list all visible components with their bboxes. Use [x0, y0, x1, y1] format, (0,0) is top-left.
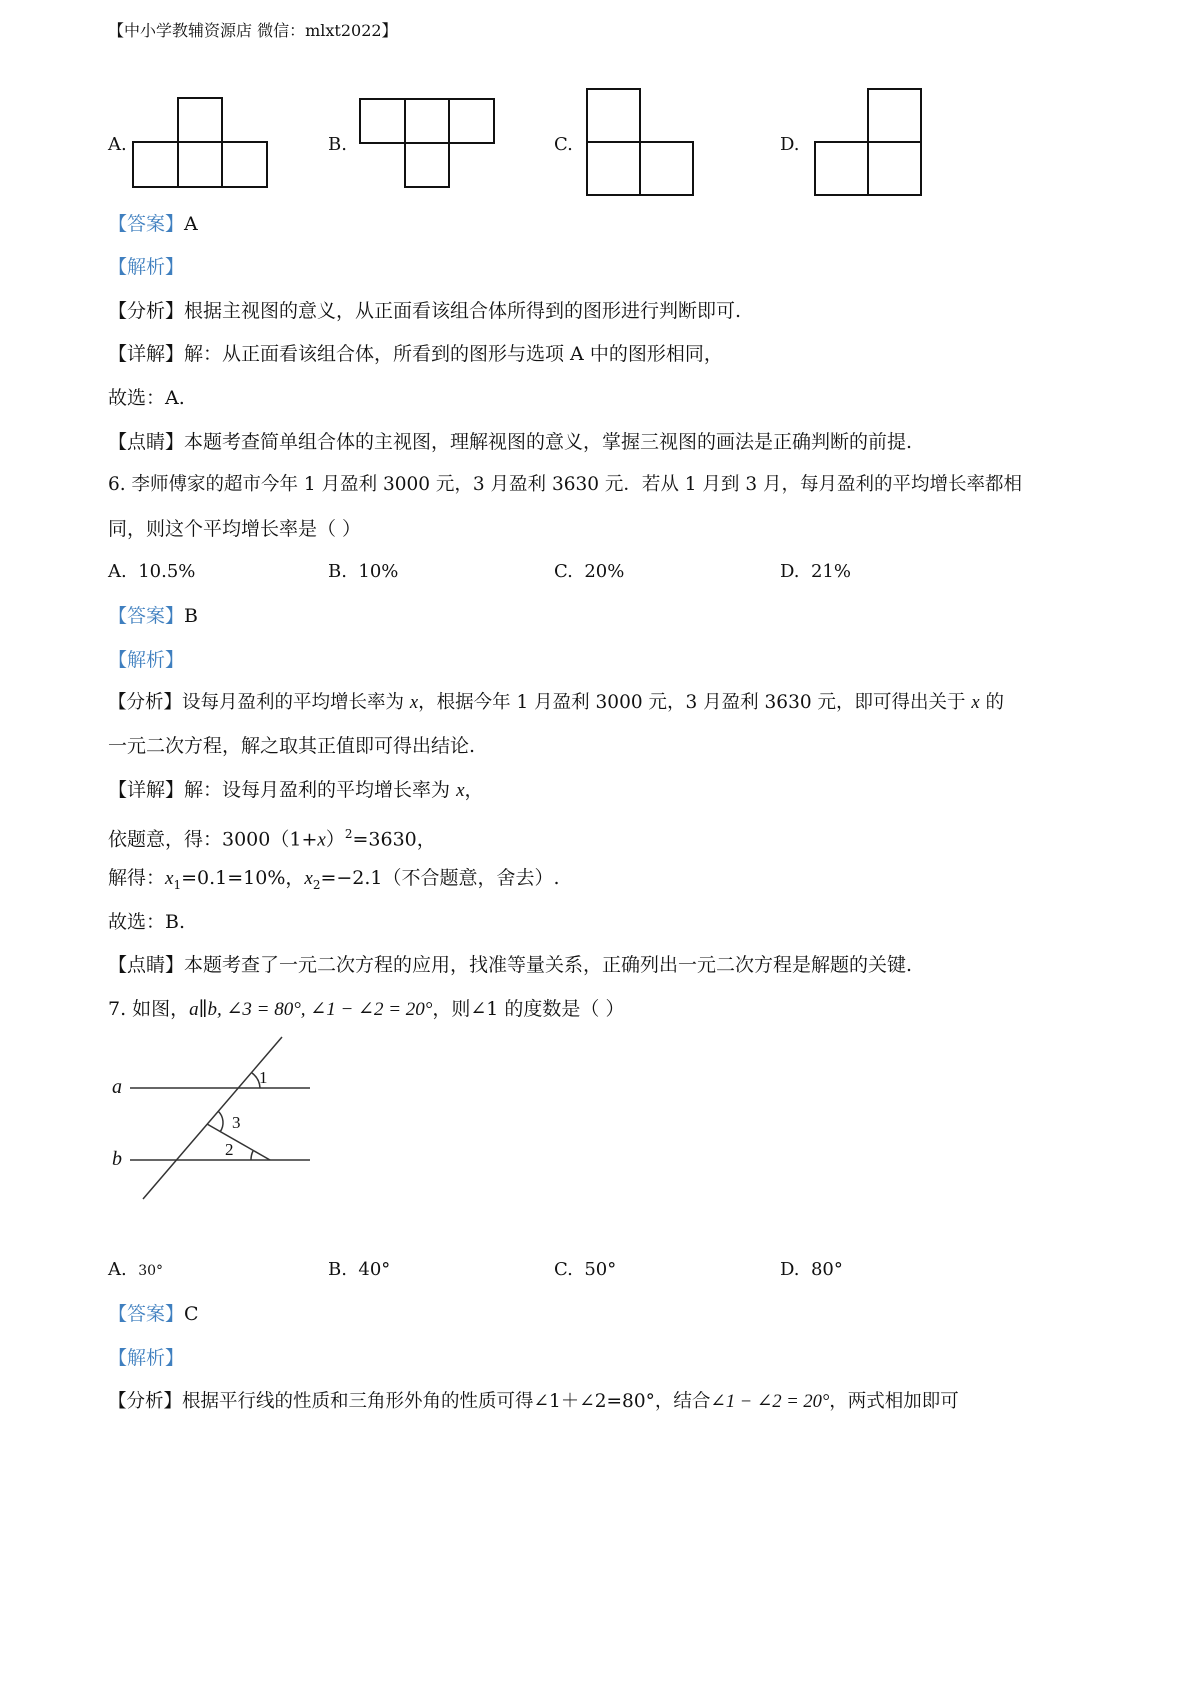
q6-equation-line: 依题意，得：$3000(1+x)^2=3630$， [108, 827, 436, 851]
q7-option-c: C. 50° [554, 1259, 617, 1280]
q7-fenxi-line: 【分析】根据平行线的性质和三角形外角的性质可得∠1＋∠2=80°，结合∠1 − ∠2 = 20°，两式相加即可 [108, 1391, 959, 1412]
fenxi-text: 根据主视图的意义，从正面看该组合体所得到的图形进行判断即可. [184, 300, 742, 322]
dianjing-tag: 【点睛】 [108, 431, 185, 453]
q6-xiangjie-line: 【详解】解：设每月盈利的平均增长率为 x， [108, 779, 484, 801]
q5-option-d-letter: D. [780, 134, 800, 155]
q5-jiexi: 【解析】 [108, 256, 185, 278]
q5-option-a-letter: A. [108, 134, 127, 155]
dianjing-text: 本题考查简单组合体的主视图，理解视图的意义，掌握三视图的画法是正确判断的前提. [184, 431, 913, 453]
fenxi-tag: 【分析】 [108, 300, 185, 322]
q6-solution-line: 解得：$x_1=0.1=10\%$，$x_2=-2.1$（不合题意，舍去）. [108, 867, 560, 892]
angle2-arc [251, 1151, 253, 1160]
q7-jiexi: 【解析】 [108, 1347, 185, 1369]
answer-value: C [184, 1303, 199, 1325]
q5-dianjing-line [108, 430, 912, 454]
q7-option-d: D. 80° [780, 1259, 843, 1280]
q5-guxuan: 故选：A. [108, 387, 185, 409]
q6-option-d: D. 21% [780, 561, 851, 582]
q5-option-c-letter: C. [554, 134, 573, 155]
answer-tag: 【答案】 [108, 605, 185, 627]
q6-stem-line1: 6. 李师傅家的超市今年 1 月盈利 3000 元，3 月盈利 3630 元．若从 1 月到 3 月，每月盈利的平均增长率都相 [108, 474, 1022, 495]
q6-option-b: B. 10% [328, 561, 399, 582]
q5-fenxi-line [108, 299, 741, 323]
label-angle2: 2 [225, 1140, 234, 1159]
label-a: a [112, 1076, 122, 1098]
answer-value: B [184, 605, 198, 627]
q6-guxuan: 故选：B. [108, 911, 186, 933]
q5-answer-line [108, 212, 198, 236]
header-text: 【中小学教辅资源店 微信：mlxt2022】 [108, 21, 398, 40]
q6-jiexi: 【解析】 [108, 649, 185, 671]
transversal [143, 1037, 282, 1199]
answer-value: A [184, 213, 198, 235]
q6-answer-line [108, 604, 198, 628]
q7-stem-math: a∥b, ∠3 = 80°, ∠1 − ∠2 = 20° [189, 999, 433, 1020]
q7-option-a: A. 30° [108, 1259, 164, 1280]
q6-fenxi-line2: 一元二次方程，解之取其正值即可得出结论. [108, 735, 476, 757]
q5-xiangjie-line [108, 342, 723, 366]
q7-option-b: B. 40° [328, 1259, 391, 1280]
label-b: b [112, 1148, 122, 1170]
q7-answer-line [108, 1302, 199, 1326]
angle3-arc [218, 1111, 223, 1132]
q6-fenxi-line1: 【分析】设每月盈利的平均增长率为 x，根据今年 1 月盈利 3000 元，3 月盈利 3630 元，即可得出关于 x 的 [108, 692, 1004, 713]
answer-tag: 【答案】 [108, 1303, 185, 1325]
q7-stem: 7. 如图，a∥b, ∠3 = 80°, ∠1 − ∠2 = 20°，则∠1 的度数是（ ） [108, 998, 625, 1020]
q6-option-c: C. 20% [554, 561, 625, 582]
q5-option-b-letter: B. [328, 134, 347, 155]
answer-tag: 【答案】 [108, 213, 185, 235]
xiangjie-text: 解：从正面看该组合体，所看到的图形与选项 A 中的图形相同， [184, 343, 723, 365]
label-angle1: 1 [259, 1068, 268, 1087]
q6-option-a: A. 10.5% [108, 561, 196, 582]
xiangjie-tag: 【详解】 [108, 343, 185, 365]
q6-stem-line2: 同，则这个平均增长率是（ ） [108, 518, 362, 540]
q6-dianjing-line: 【点睛】本题考查了一元二次方程的应用，找准等量关系，正确列出一元二次方程是解题的关键. [108, 954, 913, 976]
label-angle3: 3 [232, 1113, 241, 1132]
